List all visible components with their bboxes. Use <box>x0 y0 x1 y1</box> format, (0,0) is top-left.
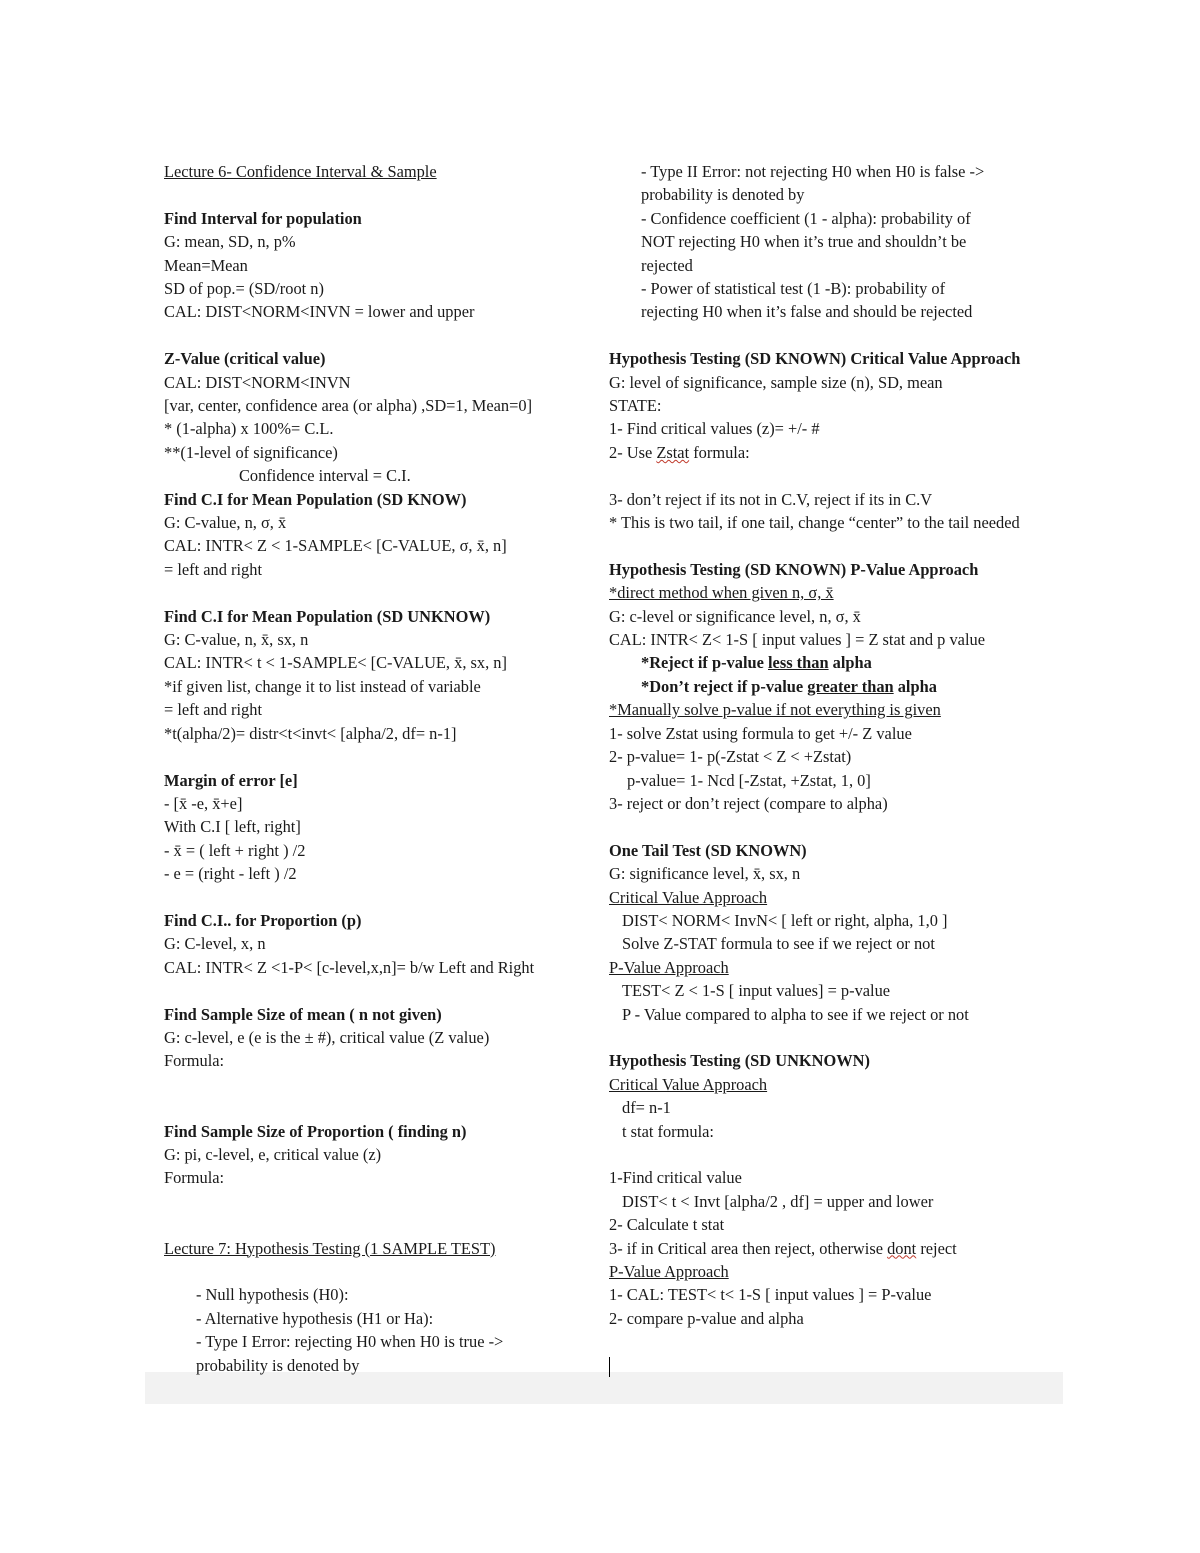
spellcheck-word: Zstat <box>656 442 690 462</box>
text-line: t stat formula: <box>622 1121 714 1141</box>
text-line: * This is two tail, if one tail, change “center” to the tail needed <box>609 513 1020 533</box>
text-line: 2- Calculate t stat <box>609 1215 725 1235</box>
text-line: G: C-value, n, x̄, sx, n <box>164 630 309 650</box>
text-line <box>609 675 1069 698</box>
text-line: DIST< t < Invt [alpha/2 , df] = upper and lower <box>622 1191 934 1211</box>
text-line: CAL: DIST<NORM<INVN <box>164 372 351 392</box>
text-line: **(1-level of significance) <box>164 442 338 462</box>
text-line <box>609 651 1069 674</box>
text-line: - Type II Error: not rejecting H0 when H0 is false -> <box>641 162 985 181</box>
text-line: - Power of statistical test (1 -B): probability of <box>641 279 946 299</box>
margin-heading: Margin of error [e] <box>164 770 298 790</box>
right-column <box>609 160 1069 1330</box>
text-line: G: C-value, n, σ, x̄ <box>164 513 287 533</box>
text-line: *Manually solve p-value if not everything is given <box>609 700 941 720</box>
text-line: SD of pop.= (SD/root n) <box>164 279 324 299</box>
text-line: Critical Value Approach <box>609 887 768 907</box>
text-line: DIST< NORM< InvN< [ left or right, alpha, 1,0 ] <box>622 910 948 930</box>
text-line: - Confidence coefficient (1 - alpha): probability of <box>641 208 971 228</box>
text-line: *direct method when given n, σ, x̄ <box>609 583 834 603</box>
text-span: formula: <box>689 442 750 462</box>
text-line: - Null hypothesis (H0): <box>196 1285 349 1305</box>
text-line: - [x̄ -e, x̄+e] <box>164 793 243 813</box>
text-line: STATE: <box>609 396 662 416</box>
text-line: * (1-alpha) x 100%= C.L. <box>164 419 334 439</box>
text-span: 3- if in Critical area then reject, otherwise <box>609 1238 888 1258</box>
text-line: CAL: INTR< t < 1-SAMPLE< [C-VALUE, x̄, sx, n] <box>164 653 507 673</box>
text-line: Formula: <box>164 1168 225 1188</box>
text-line: 3- reject or don’t reject (compare to alpha) <box>609 793 888 813</box>
text-line: CAL: DIST<NORM<INVN = lower and upper <box>164 302 475 322</box>
text-line: Critical Value Approach <box>609 1074 768 1094</box>
text-line: Formula: <box>164 1051 225 1071</box>
text-line: P-Value Approach <box>609 957 729 977</box>
text-line: G: pi, c-level, e, critical value (z) <box>164 1144 382 1164</box>
text-line: - Alternative hypothesis (H1 or Ha): <box>196 1308 434 1328</box>
text-cursor[interactable] <box>609 1357 610 1377</box>
text-span: greater than <box>807 676 894 696</box>
text-line: 2- p-value= 1- p(-Zstat < Z < +Zstat) <box>609 747 852 767</box>
lecture7-title: Lecture 7: Hypothesis Testing (1 SAMPLE TEST) <box>164 1238 496 1258</box>
text-line: CAL: INTR< Z< 1-S [ input values ] = Z stat and p value <box>609 630 985 650</box>
text-line: *t(alpha/2)= distr<t<invt< [alpha/2, df= n-1] <box>164 723 457 743</box>
text-line: [var, center, confidence area (or alpha) ,SD=1, Mean=0] <box>164 396 533 416</box>
text-line: p-value= 1- Ncd [-Zstat, +Zstat, 1, 0] <box>627 770 871 790</box>
ci-sd-unknow-heading: Find C.I for Mean Population (SD UNKNOW) <box>164 606 491 626</box>
text-line: P-Value Approach <box>609 1262 729 1281</box>
text-line: Solve Z-STAT formula to see if we reject or not <box>622 934 935 954</box>
text-line: NOT rejecting H0 when it’s true and shouldn’t be <box>641 232 967 252</box>
text-span: less than <box>768 653 829 673</box>
text-line: = left and right <box>164 559 262 579</box>
text-span: alpha <box>828 653 872 673</box>
text-line: G: C-level, x, n <box>164 934 266 954</box>
text-line: 1- Find critical values (z)= +/- # <box>609 419 820 439</box>
ci-proportion-heading: Find C.I.. for Proportion (p) <box>164 910 362 930</box>
text-line: G: c-level, e (e is the ± #), critical value (Z value) <box>164 1027 490 1047</box>
text-line: *if given list, change it to list instead of variable <box>164 676 481 696</box>
lecture6-title: Lecture 6- Confidence Interval & Sample <box>164 162 437 181</box>
left-column <box>164 160 589 1377</box>
text-line: CAL: INTR< Z < 1-SAMPLE< [C-VALUE, σ, x̄, n] <box>164 536 507 556</box>
text-line: TEST< Z < 1-S [ input values] = p-value <box>622 981 891 1001</box>
text-line: CAL: INTR< Z <1-P< [c-level,x,n]= b/w Left and Right <box>164 957 535 977</box>
text-line: Confidence interval = C.I. <box>239 466 411 486</box>
ht-known-cv-heading: Hypothesis Testing (SD KNOWN) Critical Value Approach <box>609 349 1021 369</box>
text-line: G: c-level or significance level, n, σ, x̄ <box>609 606 861 626</box>
text-line: rejecting H0 when it’s false and should be rejected <box>641 302 973 322</box>
text-span: reject <box>916 1238 957 1258</box>
sample-size-prop-heading: Find Sample Size of Proportion ( finding n) <box>164 1121 467 1141</box>
text-span: *Don’t reject if p-value <box>641 676 808 696</box>
text-line: Mean=Mean <box>164 255 248 275</box>
find-interval-heading: Find Interval for population <box>164 208 362 228</box>
ht-known-pv-heading: Hypothesis Testing (SD KNOWN) P-Value Approach <box>609 559 979 579</box>
text-line: G: level of significance, sample size (n), SD, mean <box>609 372 943 392</box>
text-line: probability is denoted by <box>196 1355 360 1375</box>
ci-sd-know-heading: Find C.I for Mean Population (SD KNOW) <box>164 489 467 509</box>
text-line: 1-Find critical value <box>609 1168 742 1188</box>
text-line: - Type I Error: rejecting H0 when H0 is true -> <box>196 1332 504 1352</box>
text-span: *Reject if p-value <box>641 653 768 673</box>
ht-unknown-heading: Hypothesis Testing (SD UNKNOWN) <box>609 1051 870 1071</box>
text-line <box>609 441 1069 464</box>
text-line: = left and right <box>164 700 262 720</box>
text-line: - x̄ = ( left + right ) /2 <box>164 840 306 860</box>
text-line: 1- solve Zstat using formula to get +/- Z value <box>609 723 912 743</box>
text-line <box>609 1237 1069 1260</box>
text-line: - e = (right - left ) /2 <box>164 864 297 884</box>
text-line: rejected <box>641 255 693 275</box>
sample-size-mean-heading: Find Sample Size of mean ( n not given) <box>164 1004 442 1024</box>
text-line: P - Value compared to alpha to see if we reject or not <box>622 1004 969 1024</box>
z-value-heading: Z-Value (critical value) <box>164 349 326 369</box>
text-line: With C.I [ left, right] <box>164 817 301 837</box>
text-line: df= n-1 <box>622 1098 671 1118</box>
text-line: 1- CAL: TEST< t< 1-S [ input values ] = P-value <box>609 1285 932 1305</box>
text-span: 2- Use <box>609 442 657 462</box>
text-line: 2- compare p-value and alpha <box>609 1308 804 1328</box>
text-line: probability is denoted by <box>641 185 805 205</box>
text-line: 3- don’t reject if its not in C.V, reject if its in C.V <box>609 489 933 509</box>
text-line: G: mean, SD, n, p% <box>164 232 296 252</box>
text-span: alpha <box>893 676 937 696</box>
text-line: G: significance level, x̄, sx, n <box>609 864 801 884</box>
one-tail-heading: One Tail Test (SD KNOWN) <box>609 840 807 860</box>
spellcheck-word: dont <box>887 1238 917 1258</box>
